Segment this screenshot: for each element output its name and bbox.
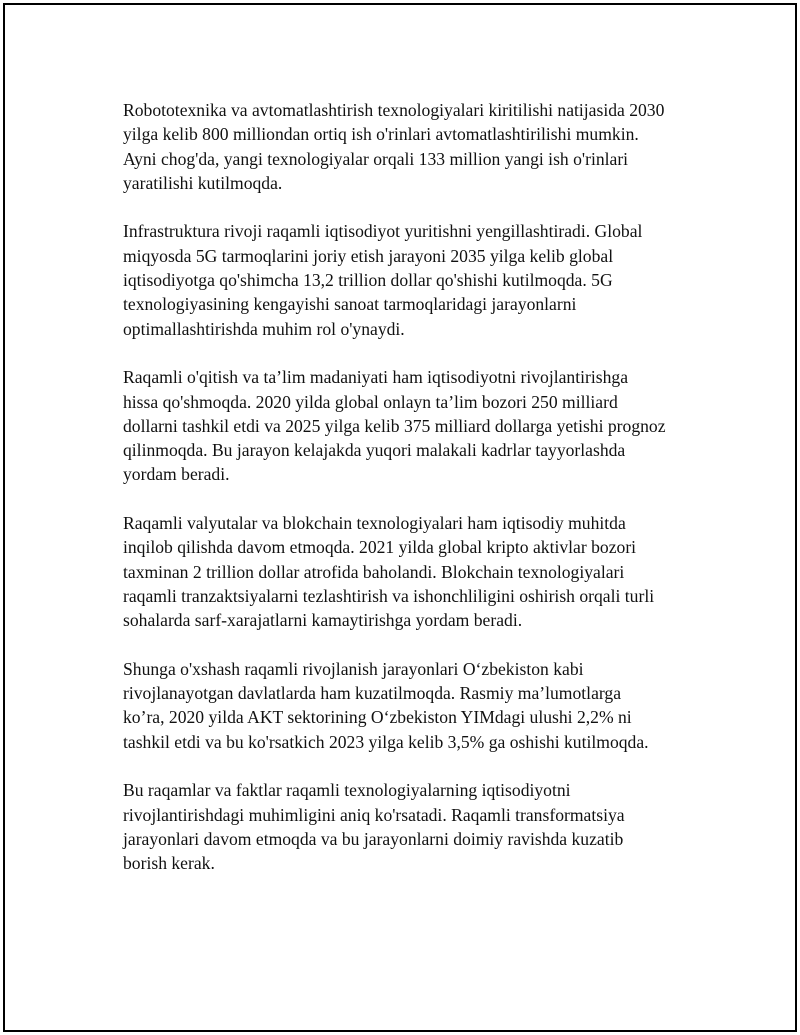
- text-line: Raqamli valyutalar va blokchain texnologiyalari ham iqtisodiy muhitda: [123, 513, 626, 534]
- text-line: iqtisodiyotga qo'shimcha 13,2 trillion dollar qo'shishi kutilmoqda. 5G: [123, 270, 613, 291]
- text-line: yaratilishi kutilmoqda.: [123, 172, 283, 193]
- text-line: Bu raqamlar va faktlar raqamli texnologiyalarning iqtisodiyotni: [123, 780, 571, 801]
- text-line: rivojlantirishdagi muhimligini aniq ko'rsatadi. Raqamli transformatsiya: [123, 804, 625, 825]
- paragraph-4: [123, 511, 698, 632]
- page-frame: [3, 3, 797, 1032]
- text-line: dollarni tashkil etdi va 2025 yilga kelib 375 milliard dollarga yetishi prognoz: [123, 415, 666, 436]
- paragraph-6: [123, 778, 698, 875]
- text-line: jarayonlari davom etmoqda va bu jarayonlarni doimiy ravishda kuzatib: [123, 828, 624, 849]
- text-line: ko’ra, 2020 yilda AKT sektorining O‘zbekiston YIMdagi ulushi 2,2% ni: [123, 707, 632, 728]
- text-line: Robototexnika va avtomatlashtirish texnologiyalari kiritilishi natijasida 2030: [123, 100, 665, 120]
- text-line: yilga kelib 800 milliondan ortiq ish o'rinlari avtomatlashtirilishi mumkin.: [123, 124, 639, 145]
- text-line: borish kerak.: [123, 853, 215, 874]
- text-line: hissa qo'shmoqda. 2020 yilda global onlayn ta’lim bozori 250 milliard: [123, 391, 618, 412]
- text-line: qilinmoqda. Bu jarayon kelajakda yuqori malakali kadrlar tayyorlashda: [123, 440, 626, 461]
- text-line: Shunga o'xshash raqamli rivojlanish jarayonlari O‘zbekiston kabi: [123, 658, 584, 679]
- text-line: inqilob qilishda davom etmoqda. 2021 yilda global kripto aktivlar bozori: [123, 537, 637, 558]
- paragraph-1: [123, 98, 698, 195]
- text-line: optimallashtirishda muhim rol o'ynaydi.: [123, 318, 405, 339]
- text-line: miqyosda 5G tarmoqlarini joriy etish jarayoni 2035 yilga kelib global: [123, 245, 614, 266]
- text-line: tashkil etdi va bu ko'rsatkich 2023 yilga kelib 3,5% ga oshishi kutilmoqda.: [123, 731, 649, 752]
- text-line: texnologiyasining kengayishi sanoat tarmoqlaridagi jarayonlarni: [123, 294, 577, 315]
- text-line: rivojlanayotgan davlatlarda ham kuzatilmoqda. Rasmiy ma’lumotlarga: [123, 683, 622, 704]
- text-line: yordam beradi.: [123, 464, 230, 485]
- paragraph-3: [123, 365, 698, 486]
- text-line: Ayni chog'da, yangi texnologiyalar orqali 133 million yangi ish o'rinlari: [123, 148, 629, 169]
- text-line: raqamli tranzaktsiyalarni tezlashtirish va ishonchliligini oshirish orqali turli: [123, 585, 655, 606]
- paragraph-2: [123, 219, 698, 340]
- text-line: Raqamli o'qitish va ta’lim madaniyati ham iqtisodiyotni rivojlantirishga: [123, 367, 629, 388]
- text-line: taxminan 2 trillion dollar atrofida baholandi. Blokchain texnologiyalari: [123, 561, 625, 582]
- text-line: Infrastruktura rivoji raqamli iqtisodiyot yuritishni yengillashtiradi. Global: [123, 221, 643, 242]
- text-line: sohalarda sarf-xarajatlarni kamaytirishga yordam beradi.: [123, 610, 523, 631]
- document-body: [123, 98, 698, 900]
- paragraph-5: [123, 657, 698, 754]
